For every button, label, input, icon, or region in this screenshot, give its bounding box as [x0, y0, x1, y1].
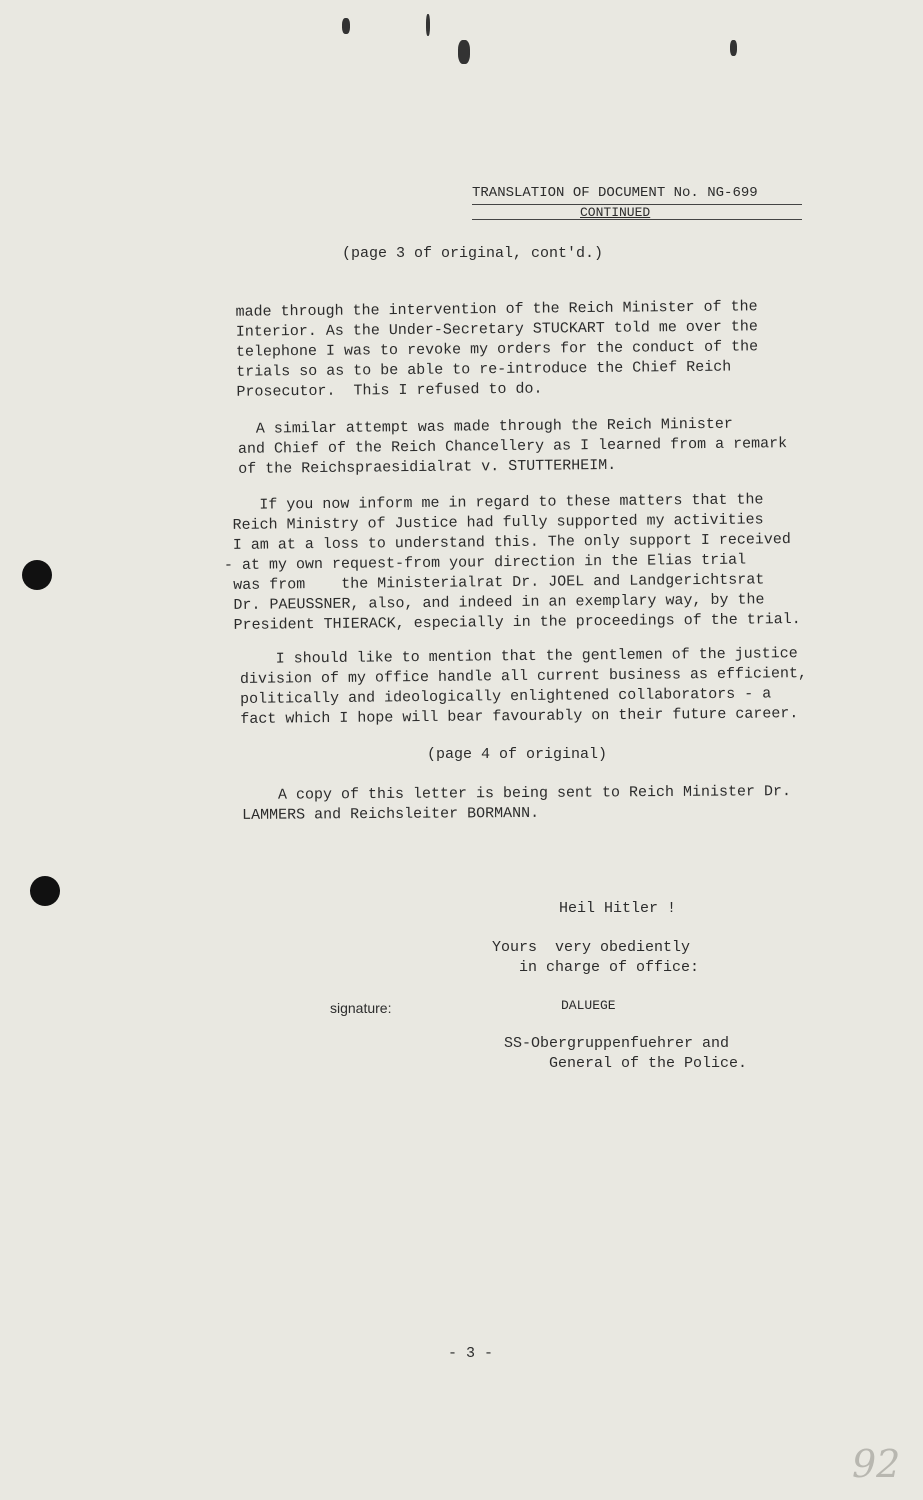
paragraph-5: A copy of this letter is being sent to Reich Minister Dr. LAMMERS and Reichsleiter BORMANN. — [241, 783, 792, 824]
signature-label: signature: — [330, 1000, 392, 1016]
paragraph-3: If you now inform me in regard to these matters that the Reich Ministry of Justice had fully supported my activities I am at a loss to understand this. The only support I received - at my own request-from your direction in the Elias trial was from the Ministerialrat Dr. JOEL and Landgerichtsrat Dr. PAEUSSNER, also, and indeed in an exemplary way, by the President THIERACK, especially in the proceedings of the trial. — [223, 491, 801, 635]
header-rule — [472, 219, 802, 220]
punch-hole — [30, 876, 60, 906]
signer-rank: SS-Obergruppenfuehrer and General of the Police. — [504, 1035, 748, 1072]
paragraph-1: made through the intervention of the Reich Minister of the Interior. As the Under-Secretary STUCKART told me over the telephone I was to revoke my orders for the conduct of the trials so as to be able to re-introduce the Chief Reich Prosecutor. This I refused to do. — [235, 298, 759, 401]
ink-speck — [426, 14, 430, 36]
salutation: Heil Hitler ! — [559, 900, 677, 917]
page-note-top: (page 3 of original, cont'd.) — [342, 245, 604, 262]
document-header — [472, 184, 802, 220]
signature-name: DALUEGE — [561, 998, 616, 1013]
punch-hole — [22, 560, 52, 590]
paragraph-2: A similar attempt was made through the Reich Minister and Chief of the Reich Chancellery as I learned from a remark of the Reichspraesidialrat v. STUTTERHEIM. — [237, 415, 788, 478]
ink-speck — [342, 18, 350, 34]
document-title: TRANSLATION OF DOCUMENT No. NG-699 — [472, 185, 758, 201]
ink-speck — [730, 40, 737, 56]
folio-number: 92 — [852, 1442, 901, 1486]
page-note-mid: (page 4 of original) — [427, 746, 608, 763]
paragraph-4: I should like to mention that the gentlemen of the justice division of my office handle all current business as efficient, politically and ideologically enlightened collaborators - a fact which I hope will bear favourably on their future career. — [239, 645, 808, 728]
ink-speck — [458, 40, 470, 64]
page-number: - 3 - — [448, 1345, 494, 1362]
yours-obediently: Yours very obediently in charge of office: — [492, 939, 700, 976]
document-subtitle: CONTINUED — [580, 205, 651, 220]
